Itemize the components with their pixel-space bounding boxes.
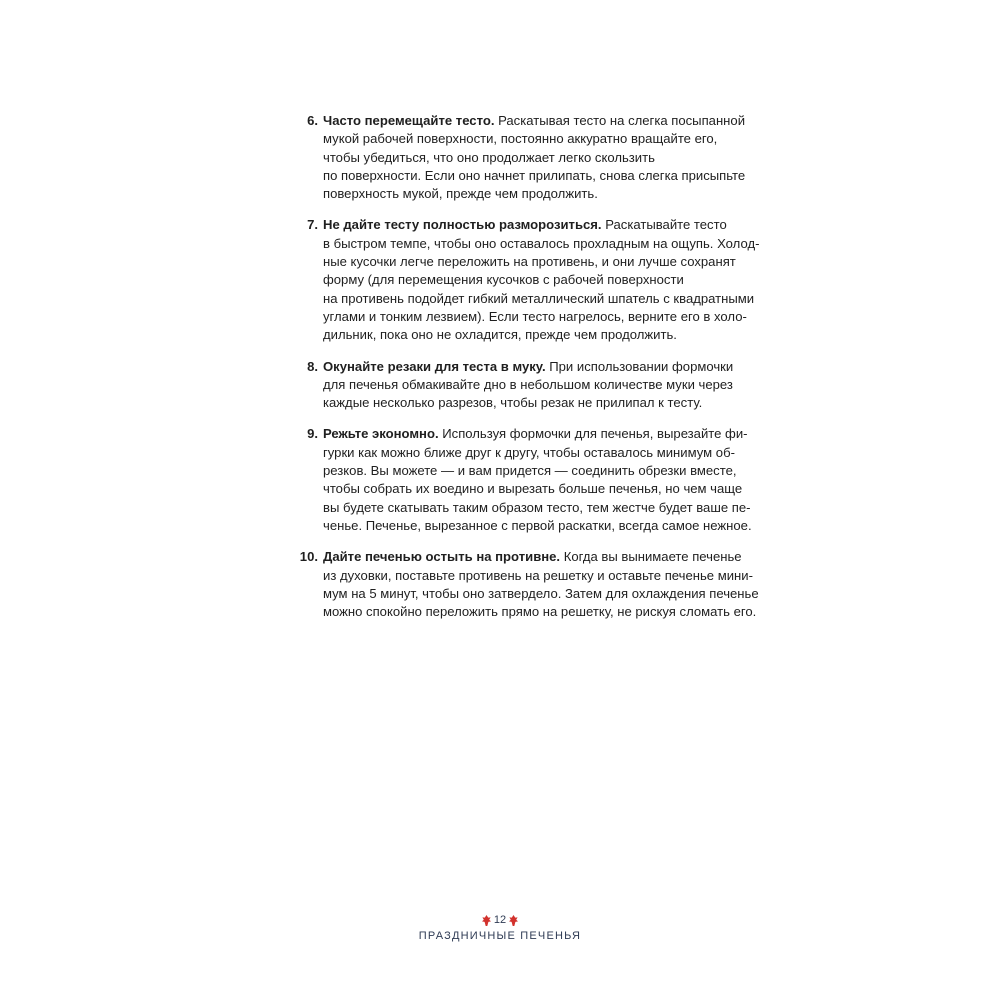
item-line: резков. Вы можете — и вам придется — соединить обрезки вместе,: [323, 463, 737, 479]
item-first-line: [323, 112, 744, 130]
item-lead: Не дайте тесту полностью разморозиться.: [323, 217, 602, 233]
page-footer: [0, 913, 1000, 943]
item-line: гурки как можно ближе друг к другу, чтобы оставалось минимум об-: [323, 444, 735, 460]
item-line: из духовки, поставьте противень на решетку и оставьте печенье мини-: [323, 567, 753, 583]
leaf-ornament-right-icon: [509, 915, 518, 926]
item-first-rest: Используя формочки для печенья, вырезайте фи-: [438, 426, 748, 442]
item-first-line: [323, 358, 744, 376]
leaf-shape: [482, 915, 491, 926]
item-line: на противень подойдет гибкий металлический шпатель с квадратными: [323, 290, 755, 306]
item-lead: Окунайте резаки для теста в муку.: [323, 358, 546, 374]
item-line: можно спокойно переложить прямо на решетку, не рискуя сломать его.: [323, 604, 757, 620]
item-line: ные кусочки легче переложить на противень, и они лучше сохранят: [323, 254, 736, 270]
item-first-rest: Раскатывайте тесто: [601, 217, 727, 233]
item-line: для печенья обмакивайте дно в небольшом количестве муки через: [323, 376, 733, 392]
item-lead: Часто перемещайте тесто.: [323, 113, 495, 128]
item-number: 8.: [307, 358, 318, 374]
item-number: 6.: [307, 113, 318, 128]
item-first-line: [323, 216, 744, 234]
item-line: ченье. Печенье, вырезанное с первой раскатки, всегда самое нежное.: [323, 517, 752, 533]
instruction-list: [299, 112, 760, 634]
leaf-shape: [509, 915, 518, 926]
leaf-ornament-left-icon: [482, 915, 491, 926]
item-line: мукой рабочей поверхности, постоянно аккуратно вращайте его,: [323, 131, 718, 147]
item-line: чтобы убедиться, что оно продолжает легко скользить: [323, 149, 655, 165]
item-line: каждые несколько разрезов, чтобы резак не прилипал к тесту.: [323, 395, 703, 411]
page-number-row: [0, 913, 1000, 927]
item-number: 10.: [299, 549, 318, 565]
item-line: мум на 5 минут, чтобы оно затвердело. Затем для охлаждения печенье: [323, 585, 759, 601]
item-first-rest: Когда вы вынимаете печенье: [560, 549, 742, 565]
item-first-line: [323, 425, 748, 443]
item-first-rest: Раскатывая тесто на слегка посыпанной: [494, 113, 746, 128]
item-lead: Режьте экономно.: [323, 426, 439, 442]
list-item: [299, 425, 752, 535]
item-first-rest: При использовании формочки: [545, 358, 734, 374]
item-lead: Дайте печенью остыть на противне.: [323, 549, 561, 565]
item-line: форму (для перемещения кусочков с рабочей поверхности: [323, 272, 684, 288]
list-item: [299, 216, 760, 344]
item-line: дильник, пока оно не охладится, прежде чем продолжить.: [323, 327, 677, 343]
list-item: [299, 548, 759, 621]
item-line: по поверхности. Если оно начнет прилипать, снова слегка присыпьте: [323, 167, 746, 183]
running-title: ПРАЗДНИЧНЫЕ ПЕЧЕНЬЯ: [418, 930, 582, 942]
item-line: поверхность мукой, прежде чем продолжить.: [323, 186, 598, 202]
page-number: 12: [493, 914, 507, 926]
item-first-line: [323, 548, 744, 566]
item-line: углами и тонким лезвием). Если тесто нагрелось, верните его в холо-: [323, 308, 747, 324]
item-number: 9.: [307, 426, 318, 442]
list-item: [299, 358, 744, 413]
item-line: в быстром темпе, чтобы оно оставалось прохладным на ощупь. Холод-: [323, 235, 760, 251]
item-line: вы будете скатывать таким образом тесто, тем жестче будет ваше пе-: [323, 499, 751, 515]
item-number: 7.: [307, 217, 318, 233]
item-line: чтобы собрать их воедино и вырезать больше печенья, но чем чаще: [323, 481, 743, 497]
list-item: [299, 112, 744, 203]
